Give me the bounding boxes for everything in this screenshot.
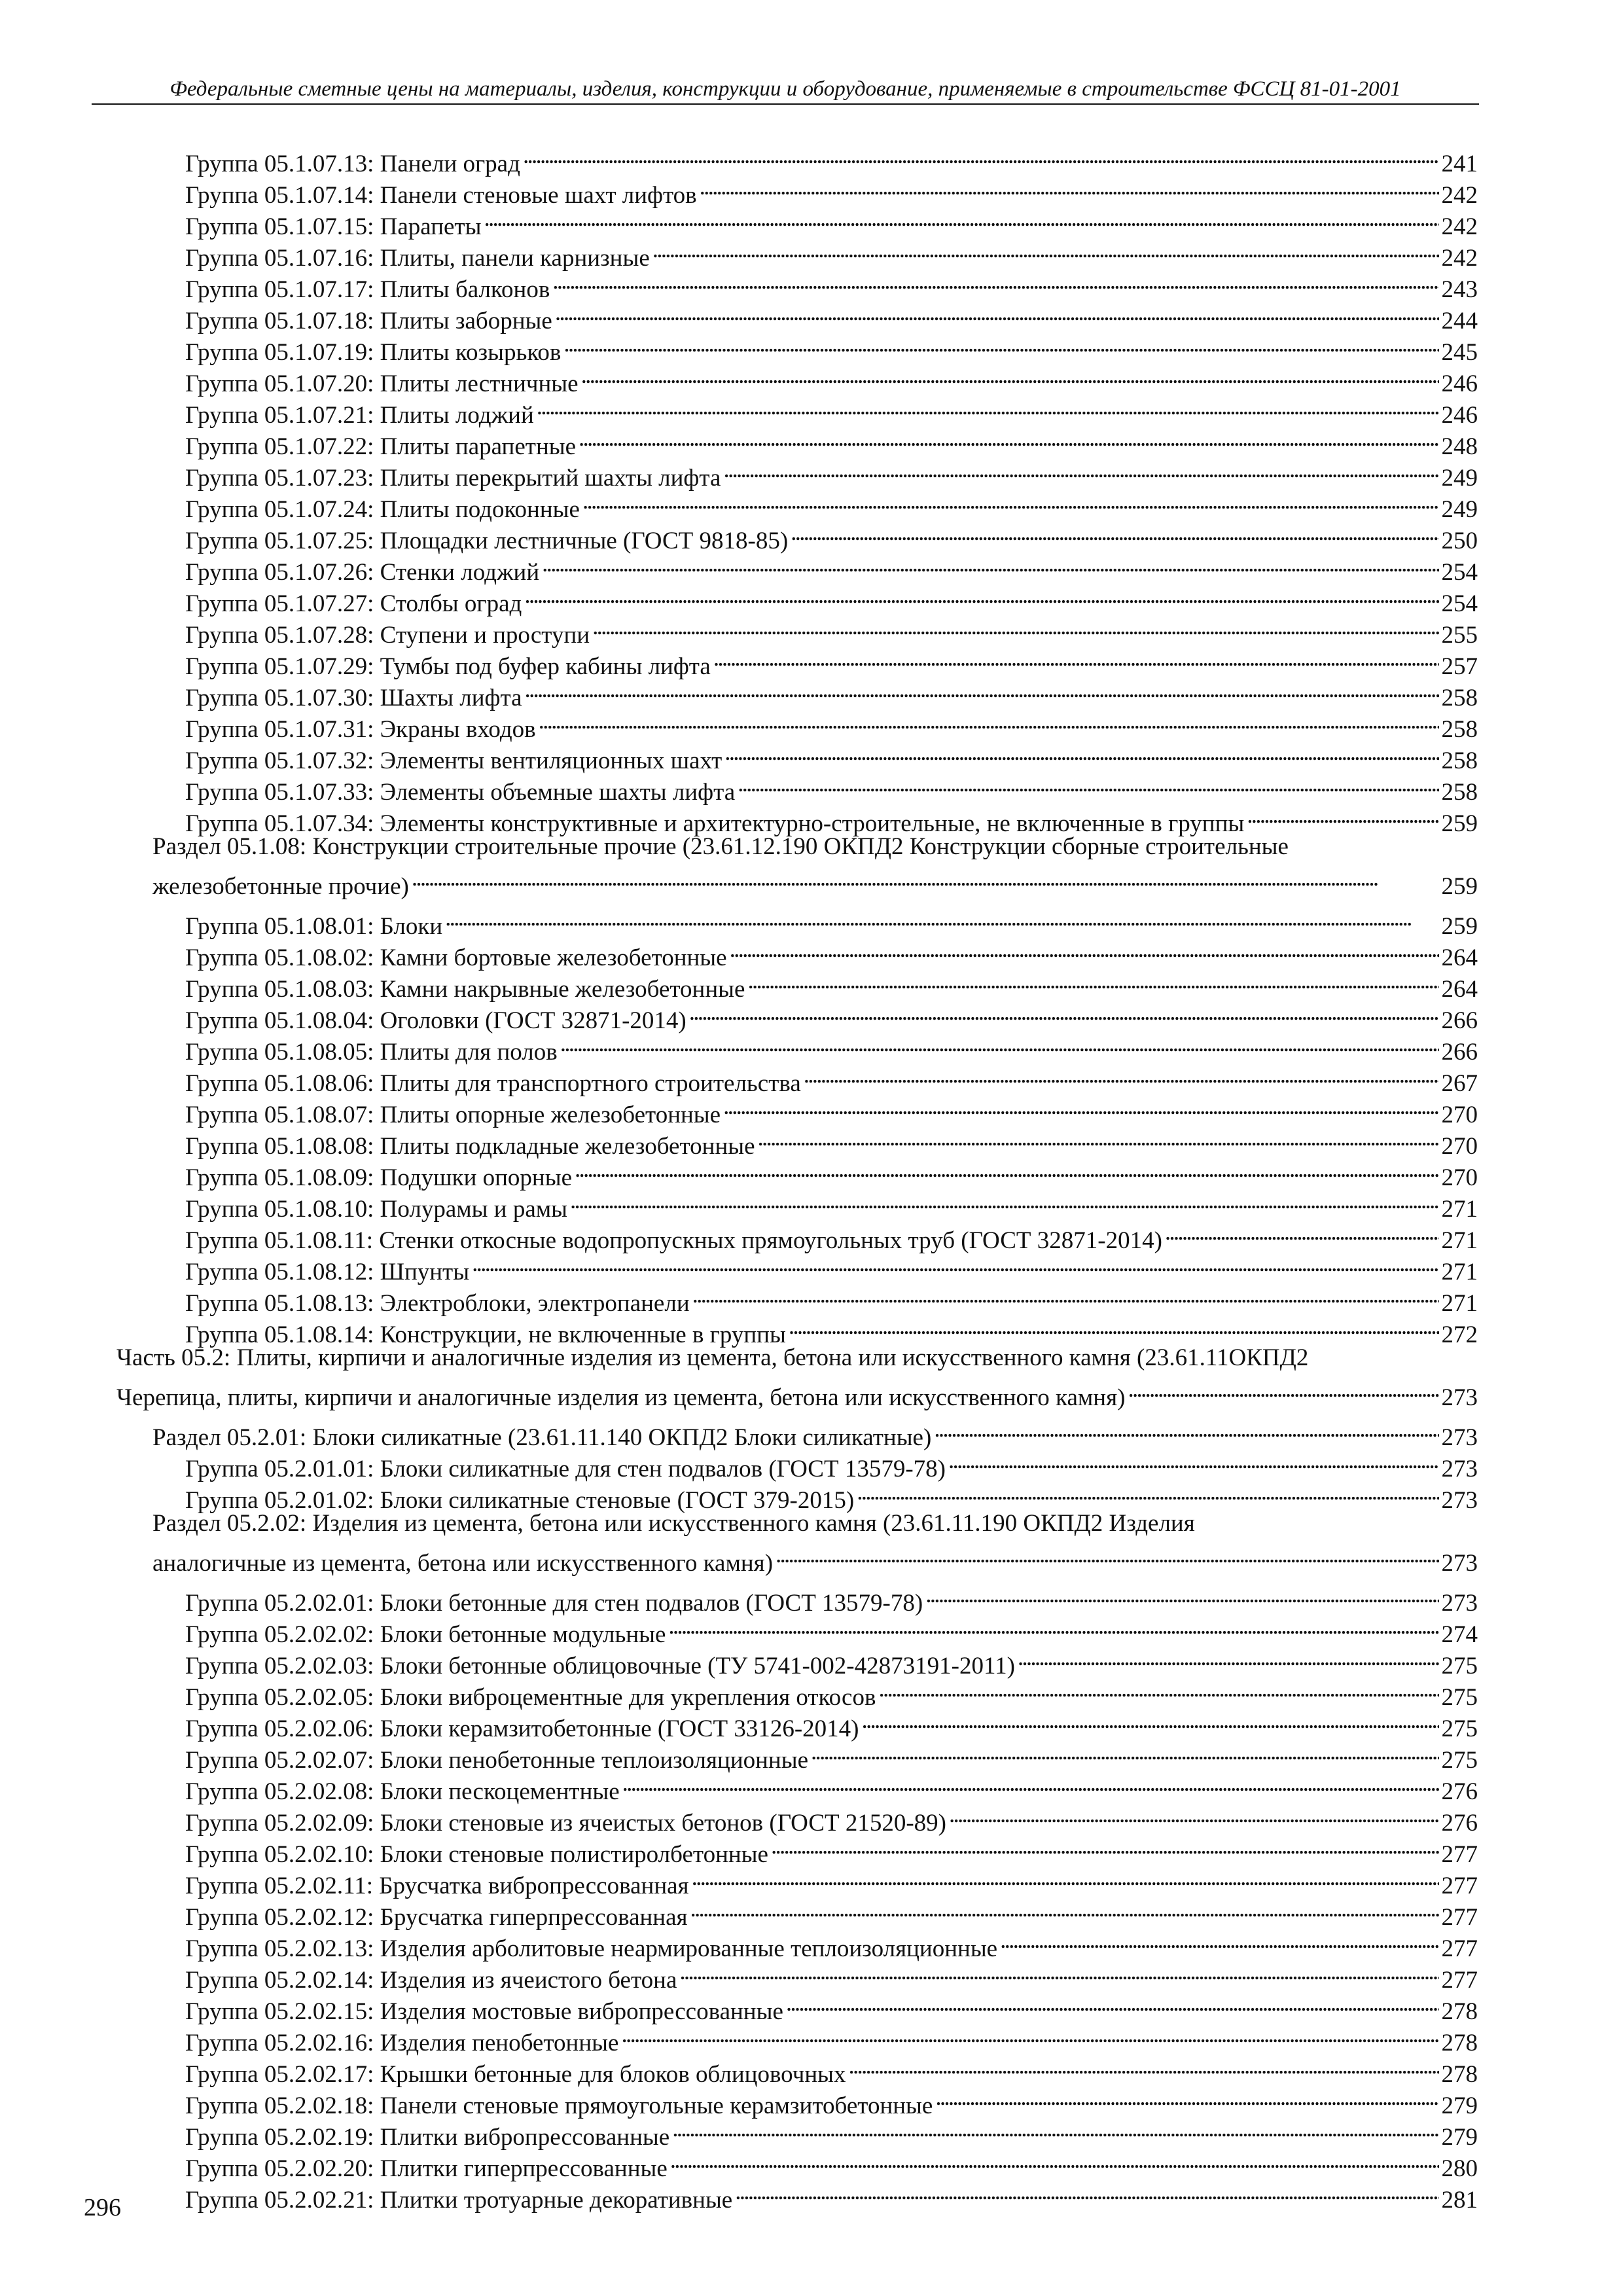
toc-entry[interactable] <box>116 737 1478 774</box>
toc-entry[interactable] <box>116 329 1478 366</box>
dot-leader <box>525 674 1439 706</box>
dot-leader <box>724 737 1438 768</box>
toc-entry-title: Группа 05.2.02.06: Блоки керамзитобетонные (ГОСТ 33126-2014) <box>185 1715 859 1742</box>
dot-leader <box>652 234 1439 266</box>
toc-entry[interactable] <box>116 1768 1478 1805</box>
toc-entry[interactable] <box>116 203 1478 240</box>
toc-entry[interactable] <box>116 548 1478 586</box>
toc-entry[interactable] <box>116 768 1478 806</box>
toc-entry[interactable] <box>116 1956 1478 1994</box>
toc-entry[interactable] <box>116 2082 1478 2119</box>
toc-entry-page: 266 <box>1441 1039 1478 1066</box>
toc-entry-page: 277 <box>1441 1935 1478 1962</box>
dot-leader <box>849 2051 1439 2082</box>
toc-entry-page: 271 <box>1441 1259 1478 1285</box>
running-header: Федеральные сметные цены на материалы, изделия, конструкции и оборудование, применяемые в строительстве ФССЦ 81-01-2001 <box>169 77 1401 101</box>
toc-entry[interactable] <box>116 1122 1478 1160</box>
toc-entry-title: Группа 05.1.07.18: Плиты заборные <box>185 308 552 334</box>
toc-entry-page: 259 <box>1441 913 1478 940</box>
dot-leader <box>723 454 1438 486</box>
toc-entry[interactable] <box>116 1311 1478 1348</box>
toc-entry[interactable] <box>116 934 1478 971</box>
toc-entry-page: 258 <box>1441 747 1478 774</box>
dot-leader <box>690 1893 1439 1925</box>
toc-entry-title: Группа 05.2.02.16: Изделия пенобетонные <box>185 2030 619 2056</box>
toc-entry[interactable] <box>116 903 1478 940</box>
dot-leader <box>692 1280 1439 1311</box>
dot-leader <box>524 580 1438 611</box>
toc-entry-title: Группа 05.1.07.14: Панели стеновые шахт лифтов <box>185 182 697 209</box>
toc-entry-title: Группа 05.1.08.05: Плиты для полов <box>185 1039 558 1066</box>
toc-entry[interactable] <box>116 297 1478 334</box>
toc-entry-title: Группа 05.1.08.08: Плиты подкладные железобетонные <box>185 1133 755 1160</box>
toc-entry-title: Группа 05.2.02.10: Блоки стеновые полистиролбетонные <box>185 1841 768 1868</box>
toc-entry-title: Группа 05.2.02.12: Брусчатка гиперпрессованная <box>185 1904 688 1931</box>
toc-entry-page: 276 <box>1441 1778 1478 1805</box>
toc-entry[interactable] <box>116 1185 1478 1223</box>
toc-entry[interactable] <box>116 1028 1478 1066</box>
toc-entry[interactable] <box>116 611 1478 649</box>
toc-entry[interactable] <box>116 1862 1478 1899</box>
dot-leader <box>563 329 1438 360</box>
toc-entry[interactable] <box>116 1988 1478 2025</box>
toc-entry-page: 258 <box>1441 716 1478 743</box>
dot-leader <box>747 965 1438 997</box>
toc-entry-page: 273 <box>1441 1456 1478 1482</box>
toc-entry-row <box>152 1539 1478 1579</box>
toc-entry[interactable] <box>116 1925 1478 1962</box>
toc-entry-title: Группа 05.1.08.06: Плиты для транспортного строительства <box>185 1070 801 1097</box>
dot-leader <box>570 1185 1438 1217</box>
toc-entry[interactable] <box>116 1579 1478 1617</box>
dot-leader <box>582 486 1439 517</box>
toc-entry[interactable] <box>116 1674 1478 1711</box>
toc-entry-page: 245 <box>1441 339 1478 366</box>
toc-entry[interactable] <box>116 423 1478 460</box>
toc-entry-title: Группа 05.2.02.13: Изделия арболитовые неармированные теплоизоляционные <box>185 1935 998 1962</box>
dot-leader <box>560 1028 1439 1060</box>
toc-entry-title: Группа 05.1.08.13: Электроблоки, электропанели <box>185 1290 690 1317</box>
toc-entry-page: 275 <box>1441 1715 1478 1742</box>
dot-leader <box>862 1705 1439 1736</box>
toc-entry-title: Группа 05.1.08.07: Плиты опорные железобетонные <box>185 1102 721 1128</box>
toc-entry-title: Группа 05.1.08.11: Стенки откосные водопропускных прямоугольных труб (ГОСТ 32871-2014) <box>185 1227 1162 1254</box>
dot-leader <box>1165 1217 1439 1248</box>
toc-entry[interactable] <box>116 1414 1478 1451</box>
toc-entry-title: Группа 05.1.07.20: Плиты лестничные <box>185 370 579 397</box>
toc-entry-page: 274 <box>1441 1621 1478 1648</box>
toc-entry-title: Группа 05.1.08.09: Подушки опорные <box>185 1164 573 1191</box>
toc-entry-page: 277 <box>1441 1841 1478 1868</box>
dot-leader <box>552 266 1438 297</box>
toc-entry-page: 259 <box>1441 873 1478 900</box>
dot-leader <box>412 863 1439 894</box>
dot-leader <box>878 1674 1438 1705</box>
toc-entry-page: 249 <box>1441 465 1478 492</box>
toc-entry-page: 248 <box>1441 433 1478 460</box>
toc-entry-page: 277 <box>1441 1967 1478 1994</box>
toc-entry-page: 264 <box>1441 944 1478 971</box>
toc-entry-page: 273 <box>1441 1550 1478 1577</box>
toc-entry[interactable] <box>116 2113 1478 2151</box>
dot-leader <box>713 643 1439 674</box>
dot-leader <box>668 1611 1438 1642</box>
toc-entry-title: Группа 05.1.07.21: Плиты лоджий <box>185 402 534 429</box>
toc-entry-page: 273 <box>1441 1487 1478 1514</box>
toc-entry-page: 273 <box>1441 1384 1478 1411</box>
toc-entry[interactable] <box>116 486 1478 523</box>
toc-entry-title: Группа 05.2.02.17: Крышки бетонные для блоков облицовочных <box>185 2061 846 2088</box>
dot-leader <box>1000 1925 1438 1956</box>
dot-leader <box>786 1988 1439 2019</box>
toc-entry[interactable] <box>116 517 1478 554</box>
toc-entry-title: Группа 05.2.02.08: Блоки пескоцементные <box>185 1778 620 1805</box>
toc-entry-title: Группа 05.1.07.27: Столбы оград <box>185 590 522 617</box>
toc-entry-page: 275 <box>1441 1684 1478 1711</box>
toc-entry-page: 266 <box>1441 1007 1478 1034</box>
toc-entry-page: 271 <box>1441 1196 1478 1223</box>
toc-entry-page: 246 <box>1441 402 1478 429</box>
toc-entry-page: 275 <box>1441 1653 1478 1679</box>
toc-entry[interactable] <box>116 965 1478 1003</box>
toc-entry-title: Группа 05.1.07.32: Элементы вентиляционных шахт <box>185 747 722 774</box>
dot-leader <box>925 1579 1438 1611</box>
toc-entry-page: 278 <box>1441 1998 1478 2025</box>
dot-leader <box>472 1248 1438 1280</box>
toc-entry-title: Группа 05.2.02.18: Панели стеновые прямоугольные керамзитобетонные <box>185 2092 933 2119</box>
dot-leader <box>948 1445 1439 1477</box>
toc-entry-title: Черепица, плиты, кирпичи и аналогичные изделия из цемента, бетона или искусственного камня) <box>116 1384 1126 1411</box>
dot-leader <box>679 1956 1438 1988</box>
toc-entry[interactable] <box>116 391 1478 429</box>
toc-entry-title: Группа 05.1.07.30: Шахты лифта <box>185 685 522 711</box>
header-rule <box>92 103 1479 105</box>
toc-entry-title: Группа 05.1.08.02: Камни бортовые железобетонные <box>185 944 727 971</box>
toc-entry[interactable] <box>116 1508 1478 1579</box>
toc-entry[interactable] <box>116 1154 1478 1191</box>
toc-entry[interactable] <box>116 1060 1478 1097</box>
toc-entry[interactable] <box>116 2145 1478 2182</box>
dot-leader <box>592 611 1438 643</box>
toc-entry[interactable] <box>116 1217 1478 1254</box>
dot-leader <box>730 934 1439 965</box>
dot-leader <box>949 1799 1438 1831</box>
toc-entry-page: 242 <box>1441 245 1478 272</box>
toc-entry-page: 280 <box>1441 2155 1478 2182</box>
toc-entry-title: Группа 05.1.07.15: Парапеты <box>185 213 482 240</box>
toc-entry-title: Группа 05.1.07.22: Плиты парапетные <box>185 433 577 460</box>
toc-entry-title: Группа 05.1.08.10: Полурамы и рамы <box>185 1196 568 1223</box>
toc-entry-title: Группа 05.1.07.28: Ступени и проступи <box>185 622 590 649</box>
toc-entry-title: Группа 05.1.07.19: Плиты козырьков <box>185 339 562 366</box>
toc-entry[interactable] <box>116 674 1478 711</box>
table-of-contents <box>116 140 1478 2214</box>
toc-entry-title: Группа 05.1.08.04: Оголовки (ГОСТ 32871-2014) <box>185 1007 687 1034</box>
toc-entry[interactable] <box>116 2176 1478 2214</box>
toc-entry-title: Группа 05.1.08.14: Конструкции, не включенные в группы <box>185 1321 786 1348</box>
dot-leader <box>575 1154 1438 1185</box>
toc-entry[interactable] <box>116 1893 1478 1931</box>
toc-entry-page: 241 <box>1441 151 1478 177</box>
toc-entry-page: 246 <box>1441 370 1478 397</box>
toc-entry-title: Группа 05.2.02.19: Плитки вибропрессованные <box>185 2124 670 2151</box>
toc-entry-title: Группа 05.1.07.26: Стенки лоджий <box>185 559 540 586</box>
dot-leader <box>735 2176 1438 2208</box>
toc-entry[interactable] <box>116 1611 1478 1648</box>
toc-entry[interactable] <box>116 171 1478 209</box>
dot-leader <box>581 360 1439 391</box>
toc-entry[interactable] <box>116 1831 1478 1868</box>
dot-leader <box>484 203 1438 234</box>
toc-entry-page: 278 <box>1441 2030 1478 2056</box>
toc-entry-title: Группа 05.1.07.16: Плиты, панели карнизные <box>185 245 650 272</box>
toc-entry-page: 250 <box>1441 528 1478 554</box>
toc-entry-title: аналогичные из цемента, бетона или искусственного камня) <box>152 1550 774 1577</box>
dot-leader <box>622 1768 1439 1799</box>
toc-entry[interactable] <box>116 1342 1478 1414</box>
toc-entry-row <box>185 2176 1478 2216</box>
toc-entry-title: Группа 05.1.07.29: Тумбы под буфер кабины лифта <box>185 653 711 680</box>
dot-leader <box>804 1060 1439 1091</box>
toc-entry-page: 254 <box>1441 590 1478 617</box>
toc-entry[interactable] <box>116 1248 1478 1285</box>
toc-entry-title-line1: Часть 05.2: Плиты, кирпичи и аналогичные изделия из цемента, бетона или искусственного камня (23.61.11ОКПД2 <box>116 1344 1309 1371</box>
page-number: 296 <box>84 2194 121 2221</box>
toc-entry-page: 281 <box>1441 2187 1478 2214</box>
dot-leader <box>579 423 1438 454</box>
dot-leader <box>670 2145 1439 2176</box>
dot-leader <box>445 903 1438 934</box>
toc-entry-page: 242 <box>1441 182 1478 209</box>
toc-entry-title: железобетонные прочие) <box>152 873 409 900</box>
dot-leader <box>537 391 1439 423</box>
dot-leader <box>1128 1374 1438 1405</box>
toc-entry-page: 257 <box>1441 653 1478 680</box>
toc-entry-page: 271 <box>1441 1290 1478 1317</box>
toc-entry-title: Группа 05.2.02.02: Блоки бетонные модульные <box>185 1621 666 1648</box>
toc-entry[interactable] <box>116 831 1478 903</box>
toc-entry-page: 272 <box>1441 1321 1478 1348</box>
toc-entry[interactable] <box>116 1445 1478 1482</box>
toc-entry[interactable] <box>116 706 1478 743</box>
toc-entry[interactable] <box>116 1642 1478 1679</box>
toc-entry-title: Группа 05.1.07.13: Панели оград <box>185 151 520 177</box>
toc-entry[interactable] <box>116 234 1478 272</box>
toc-entry-title: Группа 05.2.02.20: Плитки гиперпрессованные <box>185 2155 668 2182</box>
toc-entry-page: 264 <box>1441 976 1478 1003</box>
dot-leader <box>1018 1642 1439 1674</box>
dot-leader <box>672 2113 1438 2145</box>
toc-entry-title: Группа 05.2.02.21: Плитки тротуарные декоративные <box>185 2187 733 2214</box>
toc-entry-page: 277 <box>1441 1904 1478 1931</box>
toc-entry-title: Группа 05.2.02.14: Изделия из ячеистого бетона <box>185 1967 677 1994</box>
toc-entry-title: Группа 05.2.02.15: Изделия мостовые вибропрессованные <box>185 1998 783 2025</box>
dot-leader <box>523 140 1439 171</box>
toc-entry-page: 279 <box>1441 2092 1478 2119</box>
toc-entry-title: Группа 05.2.02.11: Брусчатка вибропрессованная <box>185 1873 689 1899</box>
toc-entry-page: 243 <box>1441 276 1478 303</box>
toc-entry[interactable] <box>116 1736 1478 1774</box>
dot-leader <box>700 171 1439 203</box>
dot-leader <box>723 1091 1438 1122</box>
toc-entry-page: 278 <box>1441 2061 1478 2088</box>
dot-leader <box>811 1736 1438 1768</box>
toc-entry-title: Группа 05.1.08.03: Камни накрывные железобетонные <box>185 976 745 1003</box>
toc-entry[interactable] <box>116 800 1478 837</box>
toc-entry-title: Группа 05.1.07.23: Плиты перекрытий шахты лифта <box>185 465 721 492</box>
toc-entry-page: 254 <box>1441 559 1478 586</box>
toc-entry-title: Группа 05.2.02.03: Блоки бетонные облицовочные (ТУ 5741-002-42873191-2011) <box>185 1653 1015 1679</box>
dot-leader <box>542 548 1438 580</box>
toc-entry[interactable] <box>116 2019 1478 2056</box>
dot-leader <box>555 297 1439 329</box>
toc-entry[interactable] <box>116 1280 1478 1317</box>
toc-entry-title: Группа 05.1.07.25: Площадки лестничные (ГОСТ 9818-85) <box>185 528 789 554</box>
toc-entry-title: Группа 05.1.07.17: Плиты балконов <box>185 276 550 303</box>
toc-entry-page: 276 <box>1441 1810 1478 1837</box>
dot-leader <box>621 2019 1438 2051</box>
dot-leader <box>934 1414 1438 1445</box>
toc-entry-page: 244 <box>1441 308 1478 334</box>
toc-entry-page: 279 <box>1441 2124 1478 2151</box>
toc-entry-title: Группа 05.2.02.01: Блоки бетонные для стен подвалов (ГОСТ 13579-78) <box>185 1590 923 1617</box>
toc-entry-title: Группа 05.1.07.33: Элементы объемные шахты лифта <box>185 779 736 806</box>
toc-entry-title: Группа 05.2.01.02: Блоки силикатные стеновые (ГОСТ 379-2015) <box>185 1487 855 1514</box>
toc-entry-row <box>116 1374 1478 1414</box>
toc-entry[interactable] <box>116 580 1478 617</box>
dot-leader <box>771 1831 1439 1862</box>
toc-entry-page: 255 <box>1441 622 1478 649</box>
toc-entry-page: 270 <box>1441 1102 1478 1128</box>
toc-entry-page: 242 <box>1441 213 1478 240</box>
toc-entry[interactable] <box>116 2051 1478 2088</box>
toc-entry-title: Группа 05.1.08.01: Блоки <box>185 913 443 940</box>
toc-entry-page: 249 <box>1441 496 1478 523</box>
dot-leader <box>539 706 1439 737</box>
toc-entry-page: 275 <box>1441 1747 1478 1774</box>
dot-leader <box>857 1477 1438 1508</box>
toc-entry-page: 273 <box>1441 1590 1478 1617</box>
dot-leader <box>689 997 1439 1028</box>
toc-entry[interactable] <box>116 266 1478 303</box>
toc-entry-page: 273 <box>1441 1424 1478 1451</box>
dot-leader <box>776 1539 1438 1571</box>
toc-entry[interactable] <box>116 140 1478 177</box>
toc-entry[interactable] <box>116 454 1478 492</box>
toc-entry[interactable] <box>116 997 1478 1034</box>
toc-entry-page: 258 <box>1441 779 1478 806</box>
toc-entry-title: Группа 05.1.07.34: Элементы конструктивные и архитектурно-строительные, не включенные в группы <box>185 810 1245 837</box>
toc-entry-title: Группа 05.2.02.07: Блоки пенобетонные теплоизоляционные <box>185 1747 809 1774</box>
toc-entry-page: 277 <box>1441 1873 1478 1899</box>
toc-entry-title: Группа 05.2.01.01: Блоки силикатные для стен подвалов (ГОСТ 13579-78) <box>185 1456 946 1482</box>
toc-entry-title: Раздел 05.2.01: Блоки силикатные (23.61.11.140 ОКПД2 Блоки силикатные) <box>152 1424 932 1451</box>
toc-entry-title: Группа 05.2.02.05: Блоки виброцементные для укрепления откосов <box>185 1684 876 1711</box>
toc-entry[interactable] <box>116 1705 1478 1742</box>
toc-entry-title-line1: Раздел 05.1.08: Конструкции строительные прочие (23.61.12.190 ОКПД2 Конструкции сборные строительные <box>152 833 1289 860</box>
toc-entry-row <box>152 863 1478 903</box>
toc-entry-page: 270 <box>1441 1164 1478 1191</box>
toc-entry-title: Группа 05.1.07.24: Плиты подоконные <box>185 496 580 523</box>
dot-leader <box>692 1862 1439 1893</box>
dot-leader <box>738 768 1438 800</box>
toc-entry-page: 271 <box>1441 1227 1478 1254</box>
toc-entry-page: 270 <box>1441 1133 1478 1160</box>
dot-leader <box>758 1122 1439 1154</box>
toc-entry[interactable] <box>116 643 1478 680</box>
toc-entry-page: 267 <box>1441 1070 1478 1097</box>
toc-entry[interactable] <box>116 1477 1478 1514</box>
toc-entry[interactable] <box>116 1091 1478 1128</box>
toc-entry-title: Группа 05.1.08.12: Шпунты <box>185 1259 470 1285</box>
toc-entry-title: Группа 05.2.02.09: Блоки стеновые из ячеистых бетонов (ГОСТ 21520-89) <box>185 1810 947 1837</box>
toc-entry-page: 258 <box>1441 685 1478 711</box>
toc-entry[interactable] <box>116 360 1478 397</box>
dot-leader <box>789 1311 1439 1342</box>
toc-entry[interactable] <box>116 1799 1478 1837</box>
dot-leader <box>935 2082 1438 2113</box>
toc-entry-title: Группа 05.1.07.31: Экраны входов <box>185 716 536 743</box>
dot-leader <box>1247 800 1438 831</box>
dot-leader <box>791 517 1438 548</box>
toc-entry-title-line1: Раздел 05.2.02: Изделия из цемента, бетона или искусственного камня (23.61.11.190 ОКПД2 Изделия <box>152 1510 1195 1537</box>
toc-entry-page: 259 <box>1441 810 1478 837</box>
